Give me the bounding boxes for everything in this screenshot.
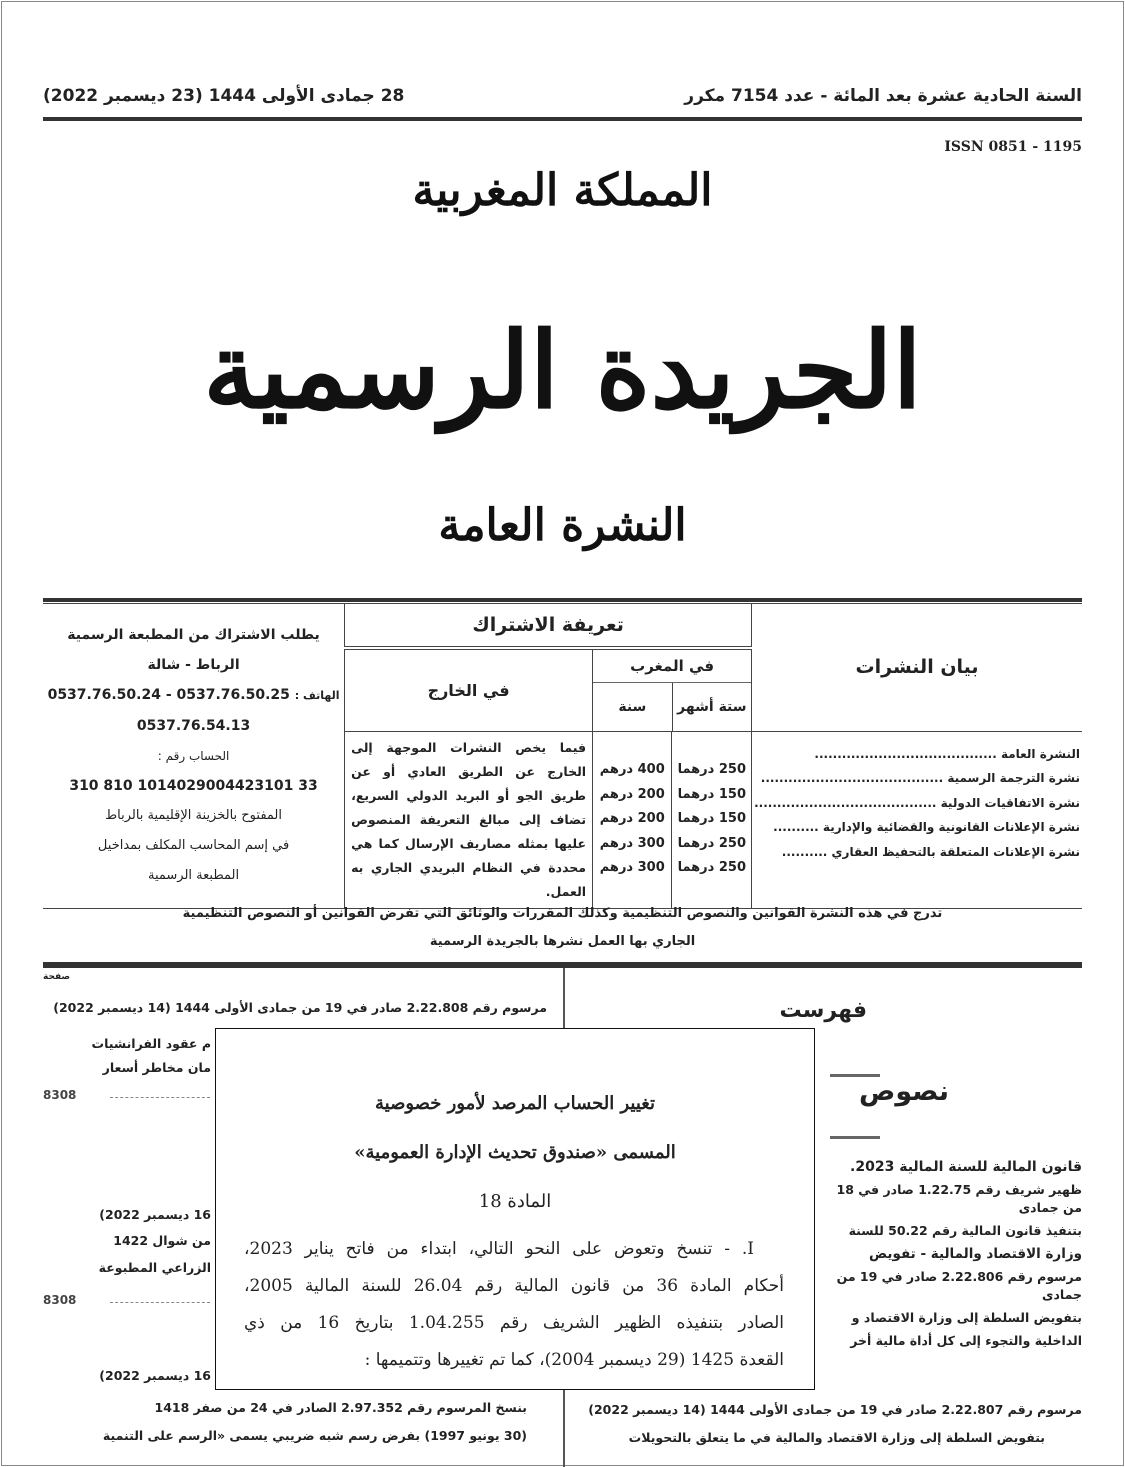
- toc-item: مان مخاطر أسعار: [102, 1060, 211, 1075]
- publications-list: [752, 731, 1082, 908]
- toc-item[interactable]: مرسوم رقم 2.22.808 صادر في 19 من جمادى الأولى 1444 (14 ديسمبر 2022): [53, 1000, 547, 1015]
- toc-item[interactable]: مرسوم رقم 2.22.807 صادر في 19 من جمادى الأولى 1444 (14 ديسمبر 2022): [588, 1402, 1082, 1417]
- section-rule-bottom: [830, 1136, 880, 1139]
- year-prices: 400 درهم 200 درهم 200 درهم 300 درهم 300 درهم: [593, 731, 672, 908]
- excerpt-article: المادة 18: [478, 1191, 552, 1212]
- toc-item: من شوال 1422: [113, 1233, 211, 1248]
- publication-notice: تدرج في هذه النشرة القوانين والنصوص التنظيمية وكذلك المقررات والوثائق التي تفرض القوانين أو النصوص التنظيمية الجاري بها العمل نشرها بالجريدة الرسمية: [182, 906, 943, 949]
- toc-item: بنسخ المرسوم رقم 2.97.352 الصادر في 24 من صفر 1418: [154, 1400, 527, 1415]
- tariff-header: تعريفة الاشتراك: [345, 604, 752, 648]
- publication-item: نشرة الترجمة الرسمية ........................................: [760, 771, 1080, 785]
- toc-item[interactable]: ظهير شريف رقم 1.22.75 صادر في 18 من جمادى: [836, 1182, 1082, 1215]
- excerpt-line: القعدة 1425 (29 ديسمبر 2004)، كما تم تغييرها وتتميمها :: [364, 1350, 784, 1370]
- excerpt-title-1: تغيير الحساب المرصد لأمور خصوصية: [374, 1093, 655, 1114]
- toc-item: الداخلية والتجوء إلى كل أداة مالية أخر: [850, 1333, 1082, 1348]
- leader-line: [110, 1302, 210, 1304]
- subscription-table: [43, 603, 1082, 909]
- excerpt-line: الصادر بتنفيذه الظهير الشريف رقم 1.04.255 بتاريخ 16 من ذي: [244, 1313, 785, 1333]
- gazette-title: الجريدة الرسمية: [203, 308, 922, 432]
- contact-block: يطلب الاشتراك من المطبعة الرسمية الرباط - شالة الهاتف : 0537.76.50.24 - 0537.76.50.25 0537.76.54.13 الحساب رقم : 310 810 1014029004423101 33 المفتوح بالخزينة الإقليمية بالرباط في إسم المحاسب المكلف بمداخيل المطبعة الرسمية: [43, 604, 345, 909]
- edition-title: النشرة العامة: [438, 500, 687, 551]
- section-rule: [43, 598, 1082, 602]
- excerpt-line: أحكام المادة 36 من قانون المالية رقم 26.04 للسنة المالية 2005،: [244, 1276, 785, 1296]
- publication-item: النشرة العامة ........................................: [814, 746, 1080, 761]
- toc-right-entries: [824, 1158, 1082, 1350]
- toc-item[interactable]: قانون المالية للسنة المالية 2023.: [850, 1159, 1082, 1175]
- toc-item: (30 يونيو 1997) بفرض رسم شبه ضريبي يسمى «الرسم على التنمية: [102, 1428, 527, 1443]
- toc-item: م عقود الفرانشيات: [91, 1036, 211, 1051]
- abroad-header: في الخارج: [345, 648, 593, 732]
- publications-header: بيان النشرات: [752, 604, 1082, 732]
- toc-item[interactable]: مرسوم رقم 2.22.806 صادر في 19 من جمادى: [836, 1269, 1082, 1302]
- excerpt-line: I. - تنسخ وتعوض على النحو التالي، ابتداء من فاتح يناير 2023،: [244, 1239, 754, 1259]
- kingdom-title: المملكة المغربية: [412, 165, 713, 216]
- toc-item: بتنفيذ قانون المالية رقم 50.22 للسنة: [848, 1223, 1082, 1238]
- abroad-note: فيما يخص النشرات الموجهة إلى الخارج عن الطريق العادي أو عن طريق الجو أو البريد الدولي السريع، تضاف إلى مبالغ التعريفة المنصوص عليها بمثله مصاريف الإرسال كما هي محددة في النظام البريدي الجاري به العمل.: [345, 731, 593, 908]
- toc-item: بتفويض السلطة إلى وزارة الاقتصاد و: [851, 1310, 1082, 1325]
- toc-title: فهرست: [779, 998, 867, 1023]
- page-number: 8308: [43, 1088, 77, 1102]
- issn: ISSN 0851 - 1195: [944, 139, 1082, 155]
- leader-line: [110, 1097, 210, 1099]
- toc-item: 16 ديسمبر 2022): [99, 1207, 211, 1222]
- excerpt-box: [215, 1028, 815, 1390]
- toc-item: بتفويض السلطة إلى وزارة الاقتصاد والمالية في ما يتعلق بالتحويلات: [628, 1430, 1045, 1445]
- publication-item: نشرة الاتفاقيات الدولية ........................................: [754, 795, 1080, 810]
- publication-item: نشرة الإعلانات المتعلقة بالتحفيظ العقاري ..........: [781, 844, 1080, 859]
- toc-item: الزراعي المطبوعة: [98, 1260, 211, 1275]
- section-title: نصوص: [859, 1076, 949, 1107]
- toc-item[interactable]: وزارة الاقتصاد والمالية - تفويض: [869, 1246, 1082, 1262]
- page-number: 8308: [43, 1293, 77, 1307]
- header-rule: [43, 117, 1082, 121]
- six-month-prices: 250 درهما 150 درهما 150 درهما 250 درهما 250 درهما: [672, 731, 752, 908]
- publication-item: نشرة الإعلانات القانونية والقضائية والإدارية ..........: [773, 820, 1080, 834]
- issue-date: 28 جمادى الأولى 1444 (23 ديسمبر 2022): [43, 86, 405, 106]
- issue-number: السنة الحادية عشرة بعد المائة - عدد 7154 مكرر: [684, 86, 1082, 106]
- toc-item: 16 ديسمبر 2022): [99, 1368, 211, 1383]
- page-label: صفحة: [43, 972, 71, 982]
- morocco-header: في المغرب ستة أشهر سنة: [593, 648, 752, 732]
- excerpt-title-2: المسمى «صندوق تحديث الإدارة العمومية»: [354, 1142, 676, 1163]
